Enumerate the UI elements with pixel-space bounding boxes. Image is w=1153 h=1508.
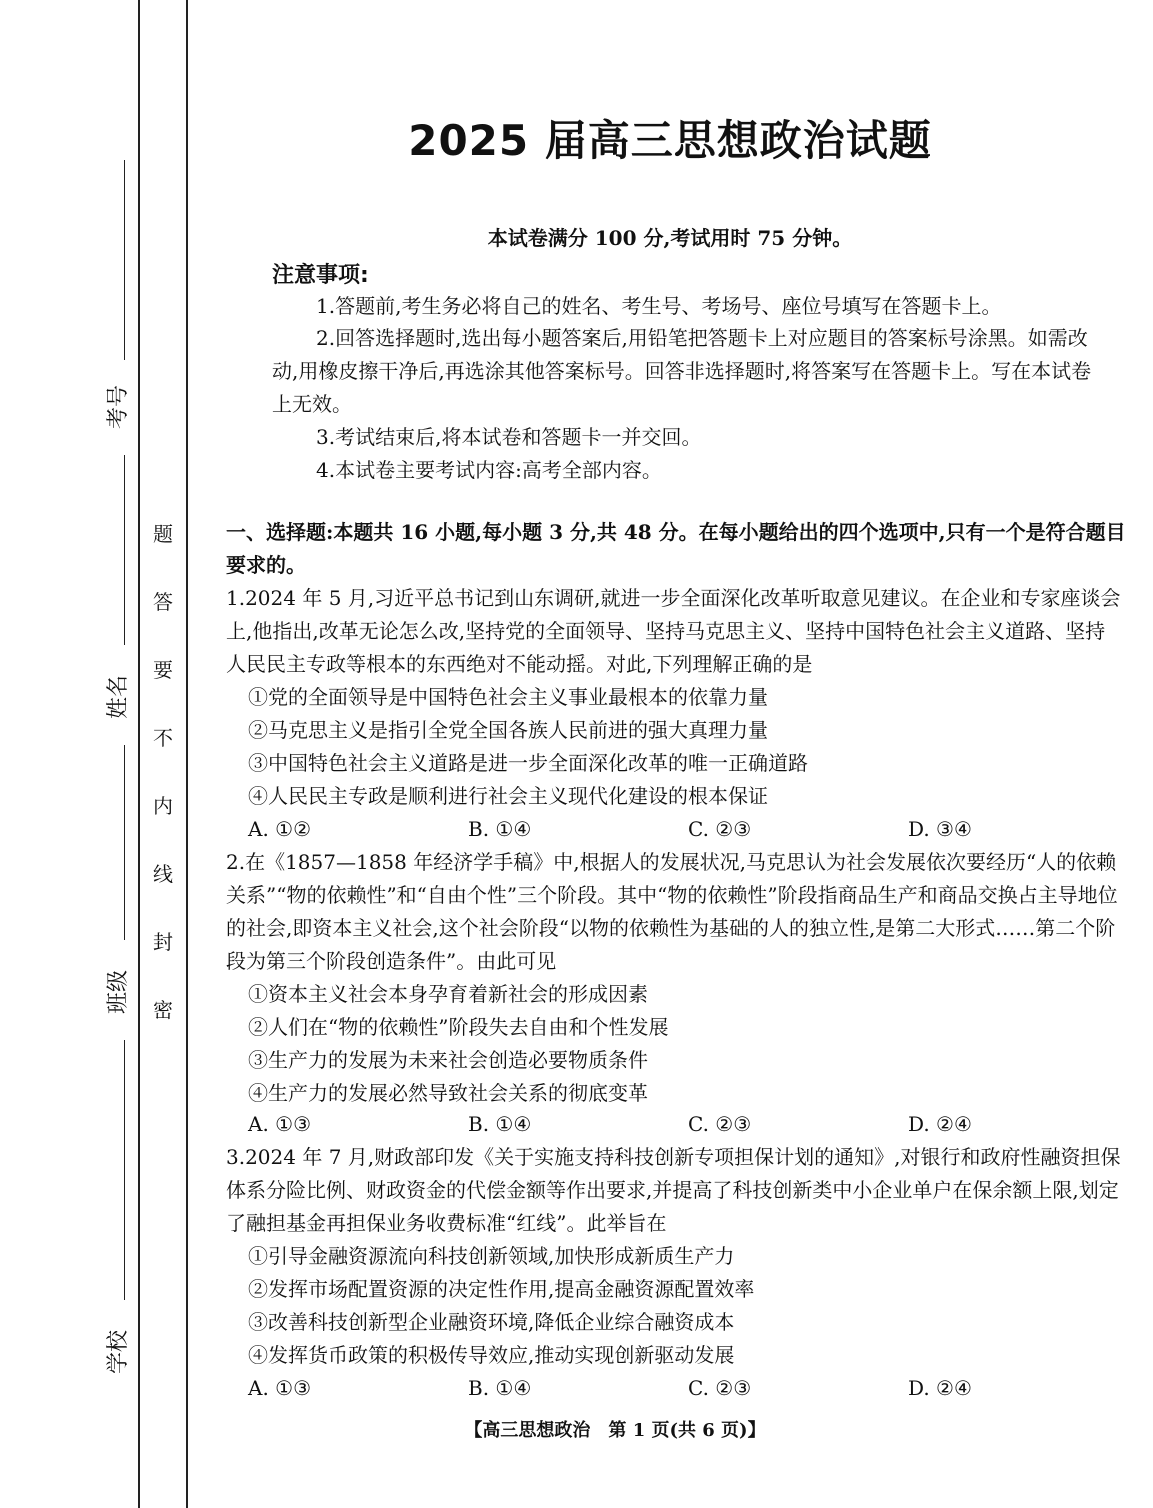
school-label: 学校 <box>106 1329 131 1374</box>
seal-char: 内 <box>153 794 173 818</box>
choice-c[interactable]: C. ②③ <box>688 1376 752 1400</box>
statement-item: ①党的全面领导是中国特色社会主义事业最根本的依靠力量 <box>248 685 768 709</box>
statement-item: ③中国特色社会主义道路是进一步全面深化改革的唯一正确道路 <box>248 751 808 775</box>
statement-item: ②马克思主义是指引全党全国各族人民前进的强大真理力量 <box>248 718 768 742</box>
seal-char: 题 <box>153 522 173 546</box>
choice-a[interactable]: A. ①② <box>248 817 312 841</box>
exam-info: 本试卷满分 100 分,考试用时 75 分钟。 <box>487 226 853 250</box>
question-stem: 3.2024 年 7 月,财政部印发《关于实施支持科技创新专项担保计划的通知》,对银行和政府性融资担保体系分险比例、财政资金的代偿金额等作出要求,并提高了科技创新类中小企业单户在保余额上限,划定了融担基金再担保业务收费标准“红线”。此举旨在 <box>226 1145 1121 1235</box>
notice-item: 4.本试卷主要考试内容:高考全部内容。 <box>316 458 662 482</box>
exam-no-label: 考号 <box>106 384 131 429</box>
section-heading: 一、选择题:本题共 16 小题,每小题 3 分,共 48 分。在每小题给出的四个选项中,只有一个是符合题目要求的。 <box>226 520 1126 577</box>
notice-item: 2.回答选择题时,选出每小题答案后,用铅笔把答题卡上对应题目的答案标号涂黑。如需改动,用橡皮擦干净后,再选涂其他答案标号。回答非选择题时,将答案写在答题卡上。写在本试卷上无效。 <box>272 326 1092 416</box>
statement-item: ①资本主义社会本身孕育着新社会的形成因素 <box>248 982 648 1006</box>
statement-item: ④生产力的发展必然导致社会关系的彻底变革 <box>248 1081 648 1105</box>
choice-d[interactable]: D. ②④ <box>908 1376 972 1400</box>
binding-line-outer <box>138 0 140 1508</box>
page-footer: 【高三思想政治 第 1 页(共 6 页)】 <box>464 1420 766 1441</box>
choice-b[interactable]: B. ①④ <box>468 817 532 841</box>
choice-c[interactable]: C. ②③ <box>688 1112 752 1136</box>
page-title: 2025 届高三思想政治试题 <box>408 116 932 165</box>
question-stem: 1.2024 年 5 月,习近平总书记到山东调研,就进一步全面深化改革听取意见建议。在企业和专家座谈会上,他指出,改革无论怎么改,坚持党的全面领导、坚持马克思主义、坚持中国特色社会主义道路、坚持人民民主专政等根本的东西绝对不能动摇。对此,下列理解正确的是 <box>226 586 1121 676</box>
name-label: 姓名 <box>106 674 131 719</box>
statement-item: ②人们在“物的依赖性”阶段失去自由和个性发展 <box>248 1015 669 1039</box>
seal-char: 线 <box>153 862 173 886</box>
binding-line-inner <box>186 0 188 1508</box>
notice-item: 1.答题前,考生务必将自己的姓名、考生号、考场号、座位号填写在答题卡上。 <box>316 294 1002 318</box>
choice-d[interactable]: D. ②④ <box>908 1112 972 1136</box>
choice-a[interactable]: A. ①③ <box>248 1112 312 1136</box>
choice-b[interactable]: B. ①④ <box>468 1112 532 1136</box>
notice-title: 注意事项: <box>272 263 369 288</box>
seal-line-notice <box>148 500 178 1044</box>
statement-item: ②发挥市场配置资源的决定性作用,提高金融资源配置效率 <box>248 1277 755 1301</box>
seal-char: 封 <box>153 930 173 954</box>
statement-item: ①引导金融资源流向科技创新领域,加快形成新质生产力 <box>248 1244 735 1268</box>
seal-char: 不 <box>153 726 173 750</box>
statement-item: ④发挥货币政策的积极传导效应,推动实现创新驱动发展 <box>248 1343 735 1367</box>
choice-b[interactable]: B. ①④ <box>468 1376 532 1400</box>
seal-char: 要 <box>153 658 173 682</box>
notice-item: 3.考试结束后,将本试卷和答题卡一并交回。 <box>316 425 702 449</box>
choice-c[interactable]: C. ②③ <box>688 817 752 841</box>
choice-a[interactable]: A. ①③ <box>248 1376 312 1400</box>
question-stem: 2.在《1857—1858 年经济学手稿》中,根据人的发展状况,马克思认为社会发展依次要经历“人的依赖关系”“物的依赖性”和“自由个性”三个阶段。其中“物的依赖性”阶段指商品生产和商品交换占主导地位的社会,即资本主义社会,这个社会阶段“以物的依赖性为基础的人的独立性,是第二大形式……第二个阶段为第三个阶段创造条件”。由此可见 <box>226 850 1118 973</box>
statement-item: ③生产力的发展为未来社会创造必要物质条件 <box>248 1048 648 1072</box>
statement-item: ③改善科技创新型企业融资环境,降低企业综合融资成本 <box>248 1310 735 1334</box>
class-label: 班级 <box>106 969 131 1014</box>
statement-item: ④人民民主专政是顺利进行社会主义现代化建设的根本保证 <box>248 784 768 808</box>
seal-char: 答 <box>153 590 173 614</box>
seal-char: 密 <box>153 998 173 1022</box>
choice-d[interactable]: D. ③④ <box>908 817 972 841</box>
